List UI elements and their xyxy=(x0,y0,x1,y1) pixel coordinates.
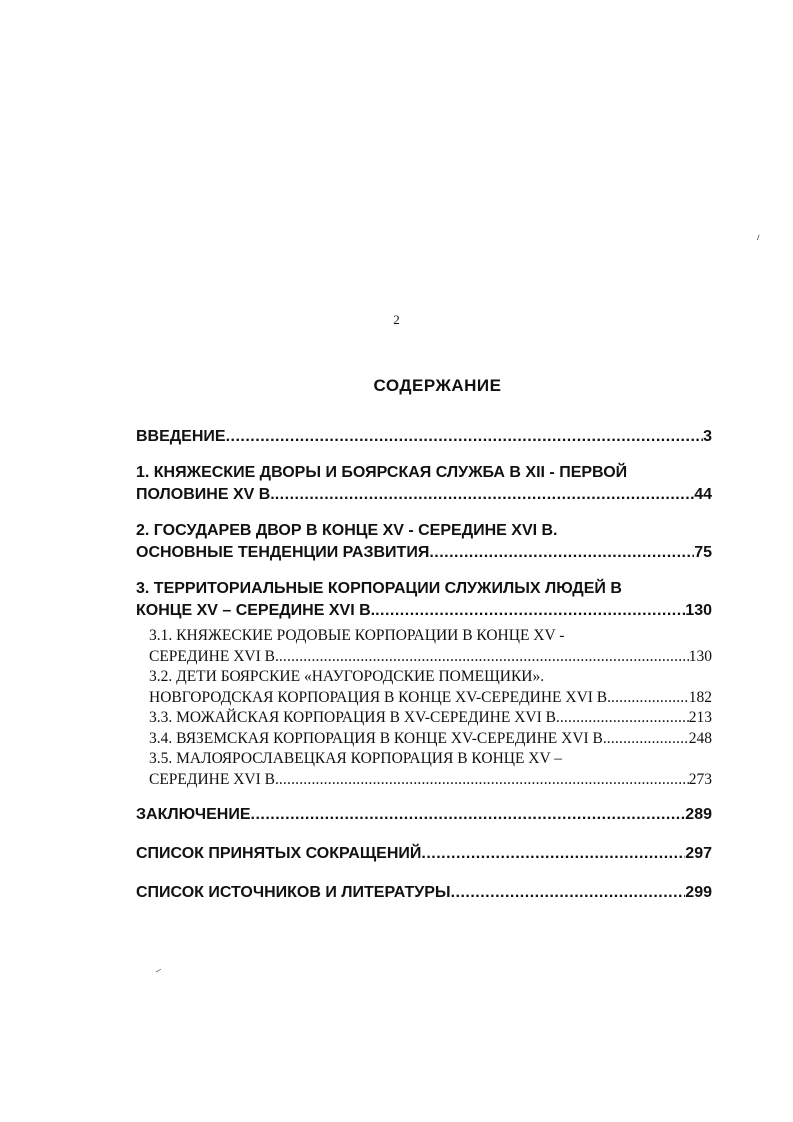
toc-subentry-3-4 xyxy=(149,729,712,750)
toc-entry-title: 2. ГОСУДАРЕВ ДВОР В КОНЦЕ XV - СЕРЕДИНЕ XVI В. xyxy=(136,522,558,539)
toc-entry-chapter-1 xyxy=(136,462,712,506)
page-number: 2 xyxy=(393,312,400,327)
toc-subentry-page: 130 xyxy=(688,647,712,665)
toc-entry-introduction xyxy=(136,426,712,448)
toc-entry-abbreviations xyxy=(136,843,712,865)
toc-subentry-page: 273 xyxy=(688,770,712,788)
toc-entry-label: КОНЦЕ XV – СЕРЕДИНЕ XVI В. xyxy=(136,602,376,619)
toc-title: СОДЕРЖАНИЕ xyxy=(373,376,502,395)
toc-entry-page: 297 xyxy=(685,845,712,862)
dot-leader xyxy=(251,804,686,826)
table-of-contents xyxy=(136,426,712,904)
toc-subsections xyxy=(136,626,712,790)
toc-entry-page: 44 xyxy=(694,486,712,503)
toc-entry-title: 1. КНЯЖЕСКИЕ ДВОРЫ И БОЯРСКАЯ СЛУЖБА В XII - ПЕРВОЙ xyxy=(136,464,628,481)
toc-entry-chapter-2 xyxy=(136,520,712,564)
dot-leader xyxy=(279,647,689,668)
dot-leader xyxy=(451,882,686,904)
toc-subentry-3-1 xyxy=(149,626,712,667)
toc-subentry-title: 3.2. ДЕТИ БОЯРСКИЕ «НАУГОРОДСКИЕ ПОМЕЩИКИ». xyxy=(149,668,545,685)
toc-entry-page: 3 xyxy=(703,428,712,445)
scan-speck-mark: ⸝ xyxy=(751,227,763,243)
toc-subentry-3-3 xyxy=(149,708,712,729)
toc-entry-label: ОСНОВНЫЕ ТЕНДЕНЦИИ РАЗВИТИЯ xyxy=(136,544,430,561)
dot-leader xyxy=(421,843,685,865)
toc-entry-label: СПИСОК ИСТОЧНИКОВ И ЛИТЕРАТУРЫ xyxy=(136,884,451,901)
toc-entry-conclusion xyxy=(136,804,712,826)
toc-subentry-label: НОВГОРОДСКАЯ КОРПОРАЦИЯ В КОНЦЕ XV-СЕРЕДИНЕ XVI В. xyxy=(149,688,612,706)
toc-entry-sources-literature xyxy=(136,882,712,904)
toc-entry-label: ПОЛОВИНЕ XV В. xyxy=(136,486,275,503)
toc-entry-page: 289 xyxy=(685,806,712,823)
scan-speck-mark: ⸝ xyxy=(154,960,164,976)
dot-leader xyxy=(279,770,689,791)
toc-subentry-page: 213 xyxy=(688,709,712,726)
toc-entry-label: СПИСОК ПРИНЯТЫХ СОКРАЩЕНИЙ xyxy=(136,845,422,862)
toc-entry-title: 3. ТЕРРИТОРИАЛЬНЫЕ КОРПОРАЦИИ СЛУЖИЛЫХ ЛЮДЕЙ В xyxy=(136,580,622,597)
toc-subentry-label: 3.3. МОЖАЙСКАЯ КОРПОРАЦИЯ В XV-СЕРЕДИНЕ XVI В. xyxy=(149,709,560,726)
dot-leader xyxy=(607,729,689,750)
toc-subentry-page: 182 xyxy=(688,688,712,706)
dot-leader xyxy=(275,484,694,506)
toc-entry-label: ВВЕДЕНИЕ xyxy=(136,428,226,445)
toc-entry-chapter-3 xyxy=(136,578,712,622)
toc-entry-page: 130 xyxy=(685,602,712,619)
toc-entry-page: 299 xyxy=(685,884,712,901)
toc-subentry-title: 3.1. КНЯЖЕСКИЕ РОДОВЫЕ КОРПОРАЦИИ В КОНЦЕ XV - xyxy=(149,627,565,644)
dot-leader xyxy=(560,708,689,729)
toc-subentry-title: 3.5. МАЛОЯРОСЛАВЕЦКАЯ КОРПОРАЦИЯ В КОНЦЕ XV – xyxy=(149,750,563,767)
toc-subentry-label: 3.4. ВЯЗЕМСКАЯ КОРПОРАЦИЯ В КОНЦЕ XV-СЕРЕДИНЕ XVI В. xyxy=(149,729,607,747)
toc-subentry-label: СЕРЕДИНЕ XVI В. xyxy=(149,770,279,788)
dot-leader xyxy=(429,542,694,564)
dot-leader xyxy=(611,688,689,709)
toc-subentry-page: 248 xyxy=(688,729,712,747)
toc-subentry-3-2 xyxy=(149,667,712,708)
toc-subentry-label: СЕРЕДИНЕ XVI В. xyxy=(149,647,279,665)
toc-entry-page: 75 xyxy=(694,544,712,561)
dot-leader xyxy=(375,600,685,622)
dot-leader xyxy=(226,426,704,448)
toc-entry-label: ЗАКЛЮЧЕНИЕ xyxy=(136,806,251,823)
toc-subentry-3-5 xyxy=(149,749,712,790)
